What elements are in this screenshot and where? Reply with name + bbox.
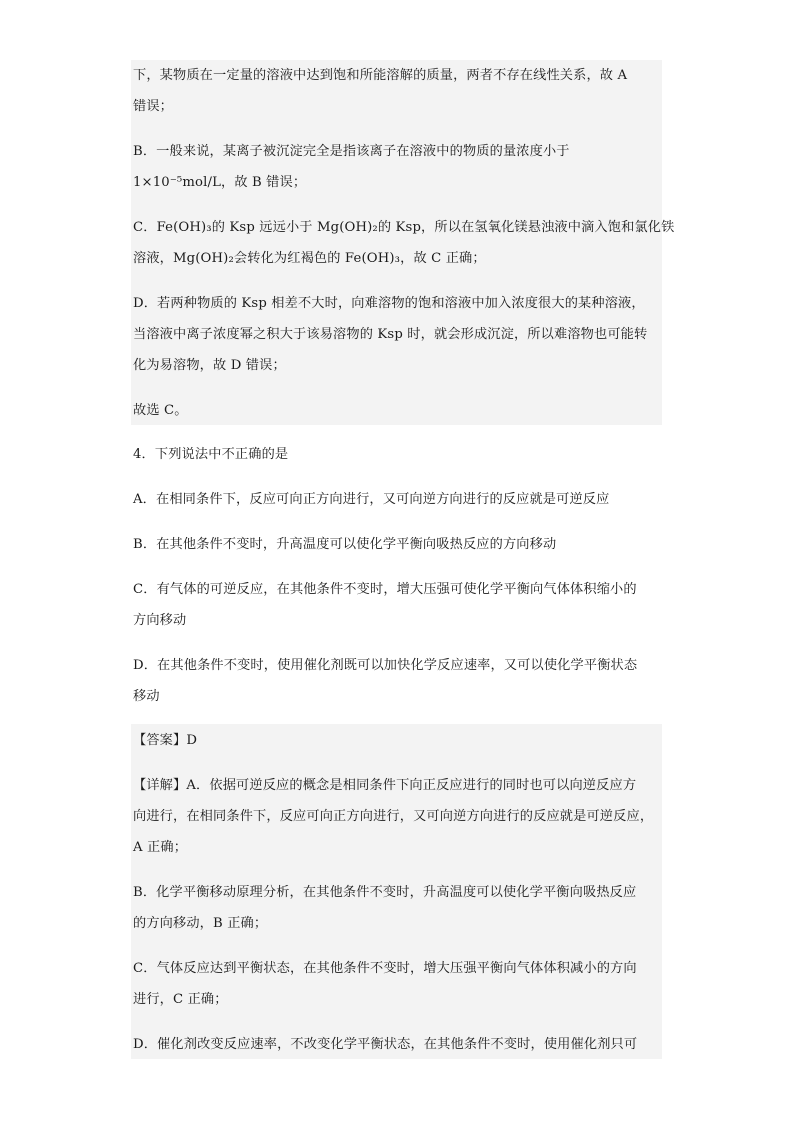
text-line: 的方向移动，B 正确； [133, 916, 268, 931]
text-line: 【详解】A．依据可逆反应的概念是相同条件下向正反应进行的同时也可以向逆反应方 [133, 778, 637, 793]
text-line: 1×10⁻⁵mol/L，故 B 错误； [133, 175, 307, 190]
text-line: 当溶液中离子浓度幂之积大于该易溶物的 Ksp 时，就会形成沉淀，所以难溶物也可能转 [133, 327, 648, 342]
option-b: B．在其他条件不变时，升高温度可以使化学平衡向吸热反应的方向移动 [133, 537, 557, 552]
option-c-cont: 方向移动 [133, 613, 187, 628]
text-line: B．一般来说，某离子被沉淀完全是指该离子在溶液中的物质的量浓度小于 [133, 144, 570, 159]
text-line: B．化学平衡移动原理分析，在其他条件不变时，升高温度可以使化学平衡向吸热反应 [133, 885, 637, 900]
text-line: D．若两种物质的 Ksp 相差不大时，向难溶物的饱和溶液中加入浓度很大的某种溶液， [133, 296, 645, 311]
option-a: A．在相同条件下，反应可向正方向进行，又可向逆方向进行的反应就是可逆反应 [133, 492, 610, 507]
text-line: C．Fe(OH)₃的 Ksp 远远小于 Mg(OH)₂的 Ksp，所以在氢氧化镁悬浊液中滴入饱和氯化铁 [133, 220, 675, 235]
option-d-cont: 移动 [133, 689, 160, 704]
text-line: 溶液，Mg(OH)₂会转化为红褐色的 Fe(OH)₃，故 C 正确； [133, 251, 486, 266]
text-line: 下，某物质在一定量的溶液中达到饱和所能溶解的质量，两者不存在线性关系，故 A [133, 68, 628, 83]
text-line: 化为易溶物，故 D 错误； [133, 358, 286, 373]
text-line: 向进行，在相同条件下，反应可向正方向进行，又可向逆方向进行的反应就是可逆反应， [133, 809, 654, 824]
text-line: A 正确； [133, 840, 188, 855]
text-line: 错误； [133, 99, 174, 114]
text-line: D．催化剂改变反应速率，不改变化学平衡状态，在其他条件不变时，使用催化剂只可 [133, 1037, 638, 1052]
text-line: C．气体反应达到平衡状态，在其他条件不变时，增大压强平衡向气体体积减小的方向 [133, 961, 637, 976]
answer-label: 【答案】D [133, 733, 198, 748]
conclusion-line: 故选 C。 [133, 403, 188, 418]
text-line: 进行，C 正确； [133, 992, 228, 1007]
question-stem: 4．下列说法中不正确的是 [133, 447, 289, 462]
option-d: D．在其他条件不变时，使用催化剂既可以加快化学反应速率，又可以使化学平衡状态 [133, 658, 638, 673]
option-c: C．有气体的可逆反应，在其他条件不变时，增大压强可使化学平衡向气体体积缩小的 [133, 582, 637, 597]
